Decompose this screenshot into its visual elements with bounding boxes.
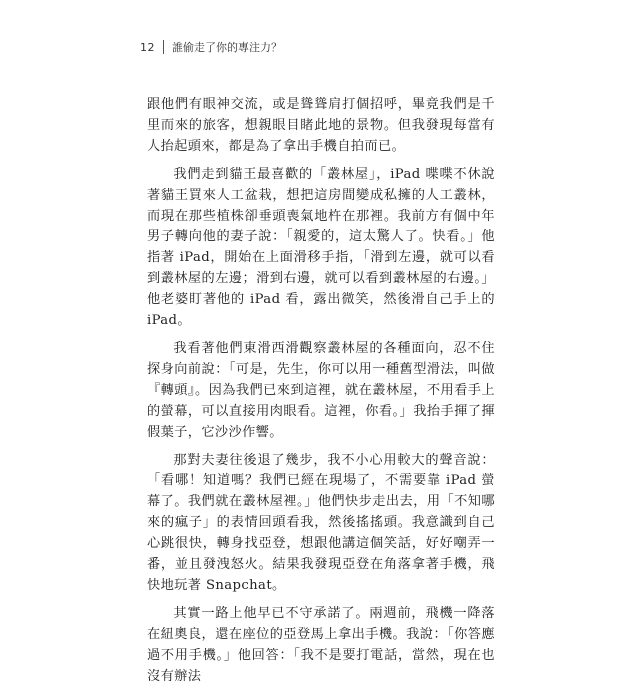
running-header xyxy=(140,38,282,56)
paragraph: 跟他們有眼神交流，或是聳聳肩打個招呼，畢竟我們是千里而來的旅客，想親眼目睹此地的景物。但我發現每當有人抬起頭來，都是為了拿出手機自拍而已。 xyxy=(147,97,495,154)
paragraph: 那對夫妻往後退了幾步，我不小心用較大的聲音說：「看哪！知道嗎？我們已經在現場了，不需要靠 iPad 螢幕了。我們就在叢林屋裡。」他們快步走出去，用「不知哪來的瘋子」的表情回頭看我，然後搖搖頭。我意識到自己心跳很快，轉身找亞登，想跟他講這個笑話，好好嘲弄一番，並且發洩怒火。結果我發現亞登在角落拿著手機，飛快地玩著 Snapchat。 xyxy=(147,452,495,593)
header-divider xyxy=(163,40,164,54)
paragraph: 我們走到貓王最喜歡的「叢林屋」，iPad 喋喋不休說著貓王買來人工盆栽，想把這房間變成私擁的人工叢林，而現在那些植株卻垂頭喪氣地杵在那裡。我前方有個中年男子轉向他的妻子說：「親愛的，這太驚人了。快看。」他指著 iPad，開始在上面滑移手指，「滑到左邊，就可以看到叢林屋的左邊；滑到右邊，就可以看到叢林屋的右邊。」他老婆盯著他的 iPad 看，露出微笑，然後滑自己手上的 iPad。 xyxy=(147,166,495,329)
page-number: 12 xyxy=(140,40,155,54)
running-title: 誰偷走了你的專注力？ xyxy=(172,41,282,54)
body-text xyxy=(147,95,495,694)
paragraph: 我看著他們東滑西滑觀察叢林屋的各種面向，忍不住探身向前說：「可是，先生，你可以用一種舊型滑法，叫做『轉頭』。因為我們已來到這裡，就在叢林屋，不用看手上的螢幕，可以直接用肉眼看。這裡，你看。」我抬手揮了揮假葉子，它沙沙作響。 xyxy=(147,340,495,440)
paragraph: 其實一路上他早已不守承諾了。兩週前，飛機一降落在紐奧良，還在座位的亞登馬上拿出手機。我說：「你答應過不用手機。」他回答：「我不是要打電話，當然，現在也沒有辦法 xyxy=(147,605,495,684)
